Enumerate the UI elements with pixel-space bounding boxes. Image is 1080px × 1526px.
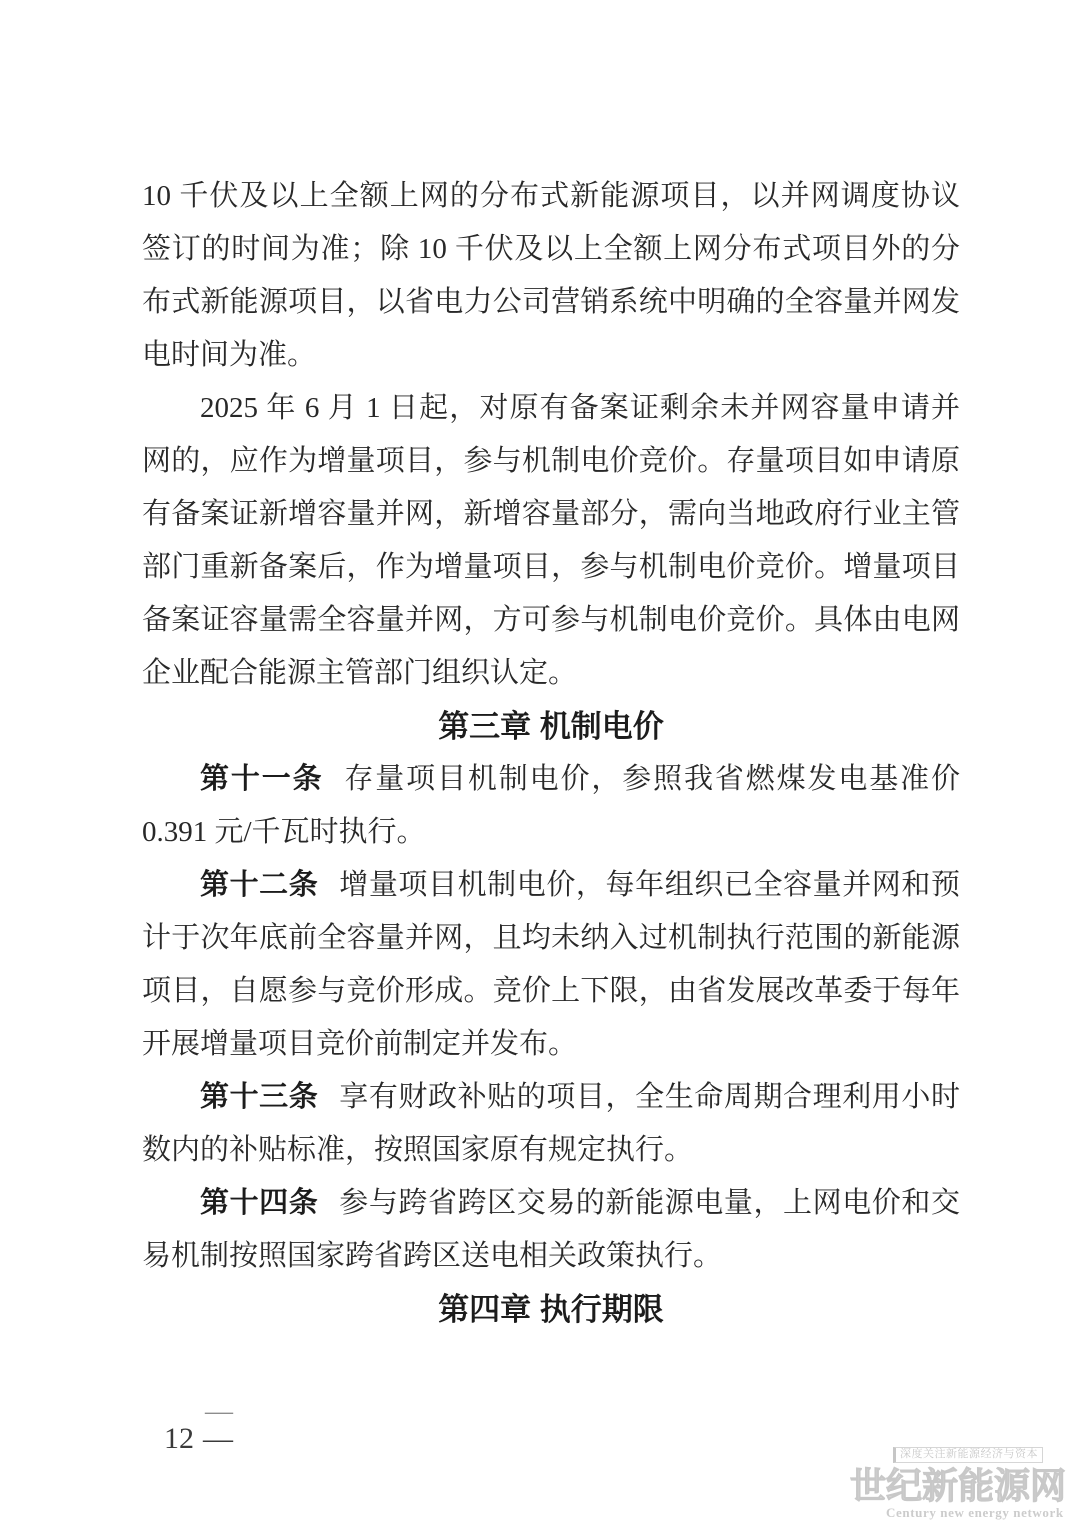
body-line: 有备案证新增容量并网，新增容量部分，需向当地政府行业主管 — [142, 498, 960, 530]
watermark-site-name-en: Century new energy network — [886, 1505, 1064, 1520]
body-line: 0.391 元/千瓦时执行。 — [142, 816, 426, 848]
article-text: 增量项目机制电价，每年组织已全容量并网和预 — [339, 869, 960, 901]
article-line — [142, 753, 960, 806]
body-line: 易机制按照国家跨省跨区送电相关政策执行。 — [142, 1240, 723, 1272]
document-body — [142, 170, 960, 1336]
article-number: 第十三条 — [200, 1081, 319, 1113]
body-line: 开展增量项目竞价前制定并发布。 — [142, 1028, 578, 1060]
body-line: 计于次年底前全容量并网，且均未纳入过机制执行范围的新能源 — [142, 922, 960, 954]
article-text: 享有财政补贴的项目，全生命周期合理利用小时 — [339, 1081, 960, 1113]
article-line — [142, 1071, 960, 1124]
body-line: 2025 年 6 月 1 日起，对原有备案证剩余未并网容量申请并 — [200, 392, 960, 424]
footer-dash: — — [205, 1396, 233, 1427]
article-number: 第十二条 — [200, 869, 319, 901]
body-line: 网的，应作为增量项目，参与机制电价竞价。存量项目如申请原 — [142, 445, 960, 477]
body-line: 备案证容量需全容量并网，方可参与机制电价竞价。具体由电网 — [142, 604, 960, 636]
body-line: 项目，自愿参与竞价形成。竞价上下限，由省发展改革委于每年 — [142, 975, 960, 1007]
chapter-heading: 第四章 执行期限 — [438, 1292, 664, 1327]
article-line — [142, 859, 960, 912]
watermark-tagline: 深度关注新能源经济与资本 — [893, 1447, 1043, 1463]
body-line: 签订的时间为准；除 10 千伏及以上全额上网分布式项目外的分 — [142, 233, 960, 265]
article-text: 存量项目机制电价，参照我省燃煤发电基准价 — [344, 763, 960, 795]
page-number-value: 12 — [164, 1422, 194, 1455]
article-number: 第十一条 — [200, 763, 324, 795]
watermark-site-name: 世纪新能源网 — [850, 1465, 1067, 1506]
watermark — [850, 1444, 1080, 1520]
body-line: 10 千伏及以上全额上网的分布式新能源项目，以并网调度协议 — [142, 180, 960, 212]
body-line: 电时间为准。 — [142, 339, 317, 371]
article-text: 参与跨省跨区交易的新能源电量，上网电价和交 — [339, 1187, 960, 1219]
body-line: 企业配合能源主管部门组织认定。 — [142, 657, 578, 689]
page-number-dash: — — [203, 1422, 233, 1455]
chapter-heading: 第三章 机制电价 — [438, 709, 664, 744]
page-number — [164, 1422, 233, 1456]
body-line: 数内的补贴标准，按照国家原有规定执行。 — [142, 1134, 694, 1166]
body-line: 部门重新备案后，作为增量项目，参与机制电价竞价。增量项目 — [142, 551, 960, 583]
body-line: 布式新能源项目，以省电力公司营销系统中明确的全容量并网发 — [142, 286, 960, 318]
article-line — [142, 1177, 960, 1230]
article-number: 第十四条 — [200, 1187, 319, 1219]
